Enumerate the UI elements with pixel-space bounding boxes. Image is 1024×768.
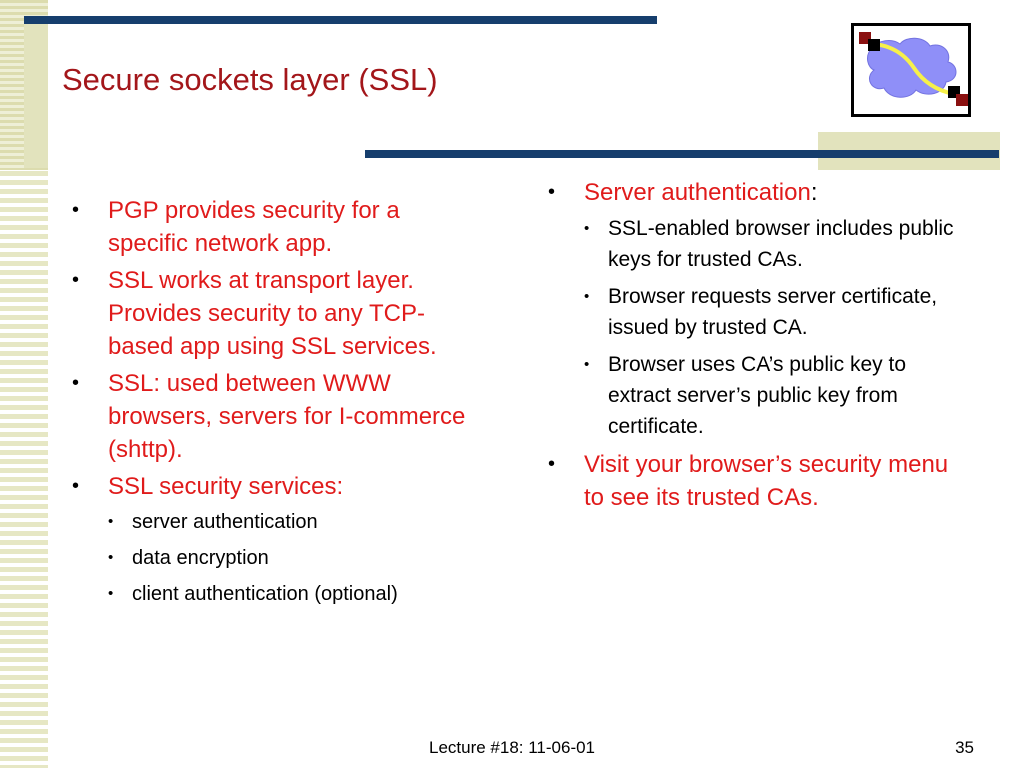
slide-title: Secure sockets layer (SSL)	[62, 62, 438, 97]
right-bullet	[540, 448, 970, 514]
left-bullet	[64, 470, 484, 503]
right-subbullet: • SSL-enabled browser includes public keys for trusted CAs.	[584, 213, 970, 275]
bottom-rule	[365, 150, 999, 158]
vertical-accent-bar	[24, 18, 48, 168]
right-sublist	[584, 213, 970, 442]
left-bullet	[64, 264, 484, 363]
left-bullet-text: SSL security services:	[108, 473, 344, 500]
left-bullet-text: PGP provides security for a specific network app.	[108, 197, 400, 257]
right-bullet-text: Visit your browser’s security menu to see its trusted CAs.	[584, 451, 949, 511]
page-number: 35	[955, 738, 974, 757]
left-column	[64, 194, 484, 615]
left-bullet	[64, 367, 484, 466]
right-column	[540, 176, 970, 518]
right-subbullet: • Browser uses CA’s public key to extract server’s public key from certificate.	[584, 349, 970, 442]
right-bullet	[540, 176, 970, 209]
right-subbullet: • Browser requests server certificate, issued by trusted CA.	[584, 281, 970, 343]
left-subbullet: • server authentication	[108, 507, 484, 537]
top-rule	[24, 16, 657, 24]
left-bullet	[64, 194, 484, 260]
left-bullet-text: SSL works at transport layer. Provides security to any TCP-based app using SSL services.	[108, 267, 437, 360]
footer-lecture: Lecture #18: 11-06-01	[428, 738, 596, 757]
bullet-colon: :	[810, 179, 818, 206]
right-bullet-text: Server authentication	[584, 179, 811, 206]
left-bullet-text: SSL: used between WWW browsers, servers for I-commerce (shttp).	[108, 370, 466, 463]
network-cloud-icon	[851, 23, 971, 117]
left-sublist	[108, 507, 484, 609]
left-subbullet: • data encryption	[108, 543, 484, 573]
left-subbullet: • client authentication (optional)	[108, 579, 484, 609]
